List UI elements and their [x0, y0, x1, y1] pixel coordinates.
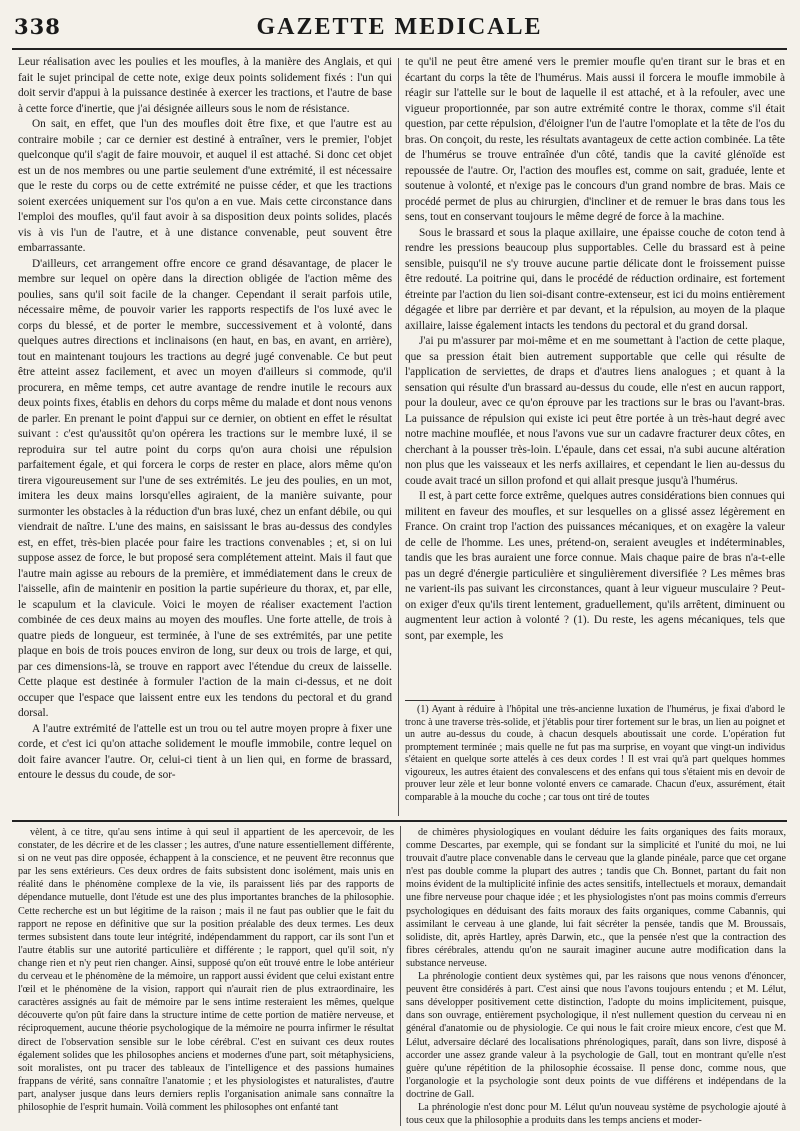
footnote-text: (1) Ayant à réduire à l'hôpital une très-ancienne luxation de l'humérus, je fixai d'abord le tronc à une traverse très-solide, et j'établis pour tirer fortement sur le bras, un lien au poignet et un autre au-dessus du coude, à chacun desquels aboutissait une corde. L'opération fut promptement terminée ; mais quelle ne fut pas ma surprise, en voyant que vingt-un individus s'étaient en quelque sorte attelés à ces deux cordes ! Il est vrai qu'à part quelques hommes vigoureux, les autres étaient des convalescens et des enfans qui tous s'étaient mis en devoir de prouver leur zèle et leur bonne volonté envers ce camarade. Chacun d'eux, assurément, était comparable à la mouche du coche ; car tous ont tiré de toutes [405, 704, 785, 803]
paragraph: Leur réalisation avec les poulies et les moufles, à la manière des Anglais, et qui fait le sujet principal de cette note, exige deux points solidement fixés : l'un qui doit servir d'appui à la puissance destinée à exercer les tractions, et l'autre de base à cette force d'inertie, que j'ai désignée ailleurs sous le nom de résistance. [18, 56, 392, 115]
paragraph: On sait, en effet, que l'un des moufles doit être fixe, et que l'autre est au contraire mobile ; car ce dernier est destiné à entraîner, vers le premier, l'objet quelconque qu'il s'agit de faire mouvoir, et auquel il est attaché. Si donc cet objet est un de nos membres ou une partie seulement d'une extrémité, il est nécessaire que le reste du corps ou de cette extrémité ne puisse céder, et que les tractions soient exercées uniquement sur l'os qu'on a en vue. Mais cette circonstance dans l'emploi des moufles, qu'il faut avoir à sa disposition deux points solides, placés vis à vis l'un de l'autre, et à une distance convenable, peut souvent être embarrassante. [18, 118, 392, 254]
footnote [405, 704, 785, 816]
page-header [12, 8, 787, 50]
paragraph: te qu'il ne peut être amené vers le premier moufle qu'en tirant sur le bras et en écartant du corps la tête de l'humérus. Mais aussi il forcera le moufle immobile à réagir sur l'attelle sur le bout de laquelle il est attaché, et à la refouler, avec une vigueur proportionnée, par son autre extrémité contre le thorax, comme s'il était question, par cette répulsion, d'éloigner l'un de l'autre l'omoplate et la tête de l'os du bras. On conçoit, du reste, les résultats avantageux de cette action combinée. La tête de l'humérus se trouve entraînée d'un côté, tandis que la cavité glénoïde est repoussée de l'autre. Or, l'action des moufles est, comme on sait, graduée, lente et soutenue à volonté, et n'exige pas le concours d'un grand nombre de bras. Mais ce procédé permet de plus au chirurgien, d'incliner et de remuer le bras dans tous les sens, tout en conservant toujours le même degré de force à la machine. [405, 56, 785, 223]
page-number: 338 [14, 14, 61, 39]
column-divider [400, 826, 401, 1126]
paragraph: vèlent, à ce titre, qu'au sens intime à qui seul il appartient de les apercevoir, de les constater, de les décrire et de les classer ; les autres, d'une nature essentiellement différente, si on ne veut pas dire opposée, échappent à la conscience, et ne peuvent être reconnus que par les sens extérieurs. Ces deux ordres de faits subsistent donc isolément, mais unis en réalité dans le phénomène complexe de la vie, ils paraissent liés par des rapports de dépendance mutuelle, dont l'étude est une des plus importantes branches de la philosophie. Cette recherche est un but légitime de la raison ; mais il ne faut pas oublier que le fait du rapport ne repose en définitive que sur la position préalable des deux termes. Les deux termes subsistent dans toute leur intégrité, indépendamment du rapport, car ils sont l'un et l'autre établis sur une autorité particulière et différente ; le rapport, quel qu'il soit, n'y change rien et n'y peut rien changer. Ainsi, supposé qu'on eût trouvé entre le lobe antérieur du cerveau et le phénomène de la mémoire, un rapport aussi évident que celui existant entre l'œil et le phénomène de la vision, rapport qui n'aurait rien de plus extraordinaire, les caractères assignés au fait de mémoire par le sens intime resteraient les mêmes, quelque découverte qu'on pût faire dans la structure intime de cette portion de matière nerveuse, et réciproquement, aucune théorie psychologique de la mémoire ne pourra infirmer le résultat direct de l'observation sensible sur le lobe cérébral. C'est en suivant ces deux routes également solides que les philosophes anciens et modernes d'une part, soit métaphysiciens, soit moralistes, ont pu tracer des tableaux de l'intelligence et des passions humaines frappans de vérité, sans connaître l'anatomie ; et les physiologistes et naturalistes, d'autre part, analyser jusque dans leurs derniers replis l'organisation animale sans connaître la philosophie de l'esprit humain. Voilà comment les philosophes ont enfanté tant [18, 827, 394, 1113]
footnote-divider [405, 700, 495, 701]
section-divider [12, 820, 787, 822]
paragraph: La phrénologie n'est donc pour M. Lélut qu'un nouveau système de psychologie ajouté à tous ceux que la philosophie a produits dans les temps anciens et moder- [406, 1101, 786, 1126]
paragraph: A l'autre extrémité de l'attelle est un trou ou tel autre moyen propre à fixer une corde, et c'est ici qu'on attache solidement le moufle immobile, contre lequel on doit faire avancer l'autre. Or, celui-ci tient à un lien qui, en forme de brassard, entoure le dessus du coude, de sor- [18, 722, 392, 781]
journal-title: GAZETTE MEDICALE [256, 14, 543, 40]
paragraph: La phrénologie contient deux systèmes qui, par les raisons que nous venons d'énoncer, peuvent être considérés à part. C'est ainsi que nous l'avons toujours entendu ; et M. Lélut, sans développer positivement cette distinction, l'adopte du moins implicitement, puisque, dans son ouvrage, entièrement psychologique, il n'est nullement question du cerveau ni en général d'anatomie ou de physiologie. Ce qui nous le fait croire mieux encore, c'est que M. Lélut, adversaire déclaré des localisations phrénologiques, paraît, dans son livre, disposé à accorder une assez grande valeur à la psychologie de Gall, tout en montrant qu'elle n'est guère qu'une répétition de la philosophie écossaise. Il pense donc, comme nous, que l'organologie et la psychologie sont deux points de vue différens et indépendans de la doctrine de Gall. [406, 971, 786, 1100]
article-column-right [405, 55, 785, 695]
column-divider [398, 58, 399, 816]
paragraph: Sous le brassard et sous la plaque axillaire, une épaisse couche de coton tend à rendre les pressions beaucoup plus supportables. Celle du brassard est à peine sensible, puisqu'il ne s'y trouve aucune partie délicate dont le froissement puisse être redouté. La poitrine qui, dans le procédé de réduction ordinaire, est fortement étreinte par l'action du lien soi-disant contre-extenseur, est ici du moins entièrement dégagée et libre par derrière et par devant, et la répulsion, au moyen de la plaque axillaire, laisse également intacts les tendons du pectoral et du grand dorsal. [405, 226, 785, 332]
paragraph: Il est, à part cette force extrême, quelques autres considérations bien connues qui militent en faveur des moufles, et sur lesquelles on a glissé assez légèrement en France. On craint trop l'action des puissances mécaniques, et on exagère la valeur de celle de l'homme. Les unes, prétend-on, seraient aveugles et indéterminables, tandis que les bras auraient une force connue. Mais chaque paire de bras n'a-t-elle pas un degré d'énergie particulière et singulièrement diversifiée ? Les mêmes bras ne varient-ils pas suivant les circonstances, quant à leur vigueur musculaire ? Peut-on exiger d'eux qu'ils tirent lentement, graduellement, qu'ils arrêtent, diminuent ou augmentent leur action à volonté ? (1). Du reste, les agens mécaniques, tels que sont, par exemple, les [405, 490, 785, 642]
paragraph: J'ai pu m'assurer par moi-même et en me soumettant à l'action de cette plaque, que sa pression était bien autrement supportable que celle qui résulte de l'application de serviettes, de draps et d'autres liens analogues ; et quant à la sensation qui résulte d'un brassard au-dessus du coude, elle n'est en aucun rapport, pour la douleur, avec ce qu'on éprouve par les tractions sur le bras ou l'avant-bras. La puissance de répulsion qui existe ici peut être portée à un très-haut degré avec notre machine mouflée, et nous l'avons vue sur un cadavre fracturer deux côtes, en cherchant à la pousser très-loin. L'épaule, dans cet essai, n'a subi aucune altération non plus que les vaisseaux et les nerfs axillaires, et cependant le lien au-dessus du coude avait tracé un sillon profond et qui allait presque jusqu'à l'humérus. [405, 335, 785, 487]
paragraph: D'ailleurs, cet arrangement offre encore ce grand désavantage, de placer le membre sur lequel on opère dans la direction obligée de l'action même des poulies, sans qu'il soit facile de la changer. Cependant il serait parfois utile, nécessaire même, de pouvoir varier les rapports respectifs de l'os luxé avec le corps du blessé, et de porter le membre, successivement et à volonté, dans quelques autres directions et inclinaisons (en haut, en bas, en avant, en arrière), tout en maintenant toujours les tractions au degré jugé convenable. Ce but peut être atteint assez facilement, et avec un moyen d'ailleurs si commode, qu'il procurera, en même temps, cet autre avantage de rendre inutile le recours aux deux points fixes, établis en dehors du corps même du malade et dont nous venons de parler. En prenant le point d'appui sur ce dernier, on obtient en effet le résultat suivant : c'est qu'aussitôt qu'on opérera les tractions sur le membre luxé, il se reproduira sur tel autre point du corps qu'on aura choisi une répulsion parfaitement égale, et qui forcera le corps de rester en place, alors même qu'on tirera vigoureusement sur l'une de ses extrémités. Le jeu des poulies, en un mot, imitera les deux mains lorsqu'elles agiraient, de la manière suivante, pour surmonter les obstacles à la réduction d'un bras luxé, chez un enfant débile, ou qui viendrait de naître. L'une des mains, en saisissant le bras au-dessus des condyles est, en effet, très-bien placée pour faire les tractions convenables ; et, si on lui suppose assez de force, le but proposé sera complétement atteint. Mais il faut que l'autre main agisse au rebours de la première, et immédiatement dans le creux de l'aisselle, afin de maintenir en position la partie supérieure du thorax, et, par elle, le scapulum et la clavicule. Voici le moyen de réaliser exactement l'action combinée de ces deux mains au moyen des moufles. Une forte attelle, de trois à quatre pieds de longueur, est terminée, à l'une de ses extrémités, par une petite plaque en bois de trois pouces environ de long, sur deux ou trois de large, et qui, par ces dimensions-là, se trouve en rapport avec l'étendue du creux de laisselle. Cette plaque est destinée à formuler l'action de la main ci-dessus, et ne doit occuper que l'espace que laissent entre eux les tendons du pectoral et du grand dorsal. [18, 257, 392, 719]
article-column-left [18, 55, 392, 815]
feuilleton-column-left [18, 826, 394, 1126]
paragraph: de chimères physiologiques en voulant déduire les faits organiques des faits moraux, comme Descartes, par exemple, qui se fondant sur la simplicité et l'unité du moi, ne lui trouvait d'autre place convenable dans le cerveau que la glande pinéale, parce que cet organe n'est pas double comme la plupart des autres ; tandis que Ch. Bonnet, partant du fait non moins évident de la multiplicité infinie des actes sensitifs, intellectuels et moraux, demandait une fibre nerveuse pour chaque idée ; et les physiologistes n'ont pas moins commis d'erreurs psychologiques en déduisant des faits moraux des faits organiques, comme Cabannis, qui assimilant le cerveau à une glande, lui fait sécréter la pensée, tandis que M. Broussais, solidiste, dit, après Hartley, après Darwin, etc., que la pensée n'est que la contraction des fibres cérébrales, attendu qu'on ne saurait imaginer aucune autre modification dans la substance nerveuse. [406, 827, 786, 969]
feuilleton-column-right [406, 826, 786, 1126]
